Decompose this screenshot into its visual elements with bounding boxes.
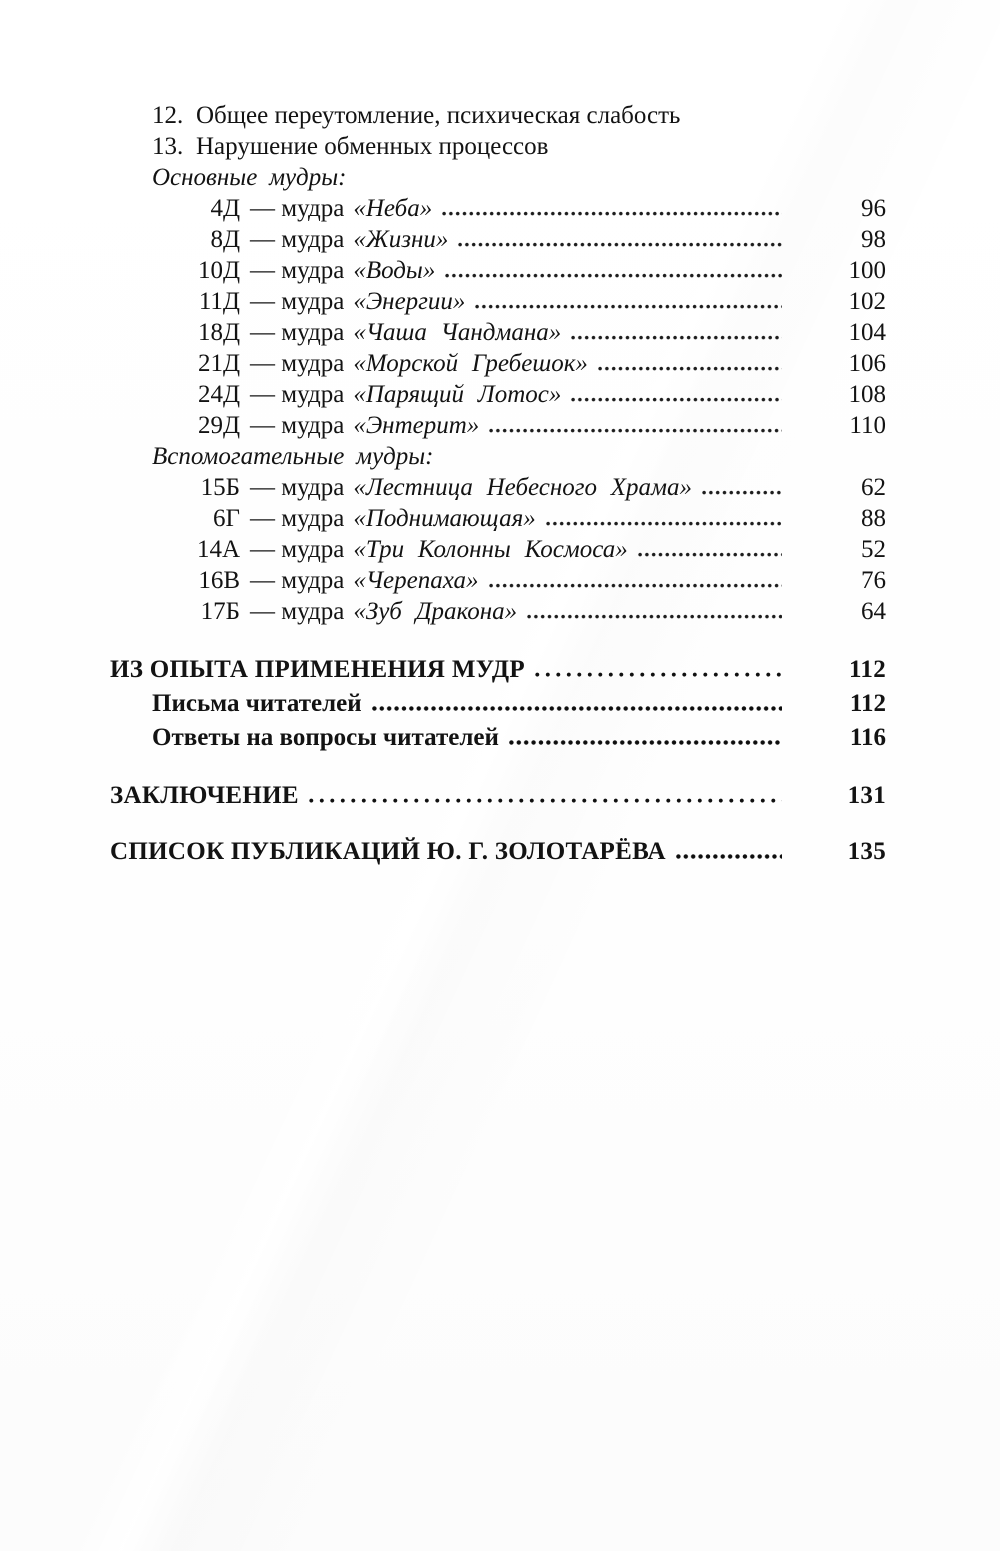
toc-entry [110, 379, 886, 410]
toc-entry-experience [110, 653, 886, 687]
entry-page-number: 88 [861, 505, 886, 532]
entry-code: 18Д [197, 319, 240, 346]
entry-title: «Неба» [353, 195, 433, 222]
entry-code: 15Б [200, 474, 240, 501]
item-number: 13. [152, 133, 184, 160]
entry-page-number: 96 [861, 195, 886, 222]
entry-title: «Морской Гребешок» [353, 350, 588, 377]
entry-prefix: — мудра [250, 319, 345, 346]
entry-page-number: 112 [849, 690, 886, 717]
entry-title: Ответы на вопросы читателей [152, 724, 499, 751]
entry-page-number: 116 [849, 724, 886, 751]
entry-code: 17Б [200, 598, 240, 625]
entry-title: «Энергии» [353, 288, 466, 315]
entry-code: 16В [198, 567, 240, 594]
entry-title: ИЗ ОПЫТА ПРИМЕНЕНИЯ МУДР [110, 656, 525, 683]
entry-prefix: — мудра [250, 195, 345, 222]
entry-prefix: — мудра [250, 412, 345, 439]
section-heading: Вспомогательные мудры: [152, 443, 434, 470]
entry-page-number: 106 [848, 350, 886, 377]
entry-title: Письма читателей [152, 690, 362, 717]
entry-page-number: 102 [848, 288, 886, 315]
section-heading: Основные мудры: [152, 164, 347, 191]
entry-prefix: — мудра [250, 505, 345, 532]
entry-title: «Лестница Небесного Храма» [353, 474, 693, 501]
entry-prefix: — мудра [250, 381, 345, 408]
entry-prefix: — мудра [250, 288, 345, 315]
toc-entry [110, 255, 886, 286]
toc-entry-publications [110, 835, 886, 869]
toc-entry [110, 348, 886, 379]
dot-leader [475, 304, 782, 309]
entry-code: 8Д [210, 226, 240, 253]
entry-page-number: 110 [849, 412, 886, 439]
dot-leader [598, 366, 782, 371]
toc-entry [110, 410, 886, 441]
entry-title: СПИСОК ПУБЛИКАЦИЙ Ю. Г. ЗОЛОТАРЁВА [110, 838, 666, 865]
entry-prefix: — мудра [250, 257, 345, 284]
entry-title: «Воды» [353, 257, 436, 284]
toc-entry [110, 534, 886, 565]
entry-page-number: 104 [848, 319, 886, 346]
entry-code: 29Д [197, 412, 240, 439]
dot-leader [535, 672, 782, 677]
entry-page-number: 108 [848, 381, 886, 408]
toc-entry [110, 503, 886, 534]
entry-code: 6Г [213, 505, 240, 532]
dot-leader [702, 490, 782, 495]
entry-page-number: 64 [861, 598, 886, 625]
dot-leader [676, 854, 782, 859]
toc-entry [110, 317, 886, 348]
dot-leader [372, 706, 782, 711]
toc-entry-readers-answers [110, 721, 886, 755]
dot-leader [638, 552, 782, 557]
toc-entry [110, 286, 886, 317]
entry-prefix: — мудра [250, 567, 345, 594]
toc-entry [110, 224, 886, 255]
entry-title: ЗАКЛЮЧЕНИЕ [110, 782, 299, 809]
entry-title: «Три Колонны Космоса» [353, 536, 628, 563]
entry-title: «Чаша Чандмана» [353, 319, 562, 346]
entry-page-number: 112 [848, 656, 886, 683]
entry-code: 14А [196, 536, 240, 563]
entry-code: 21Д [197, 350, 240, 377]
dot-leader [509, 740, 782, 745]
section-auxiliary-mudras [110, 441, 886, 627]
table-of-contents [110, 100, 886, 869]
dot-leader [309, 798, 782, 803]
entry-page-number: 135 [847, 838, 886, 865]
entry-prefix: — мудра [250, 536, 345, 563]
entry-title: «Поднимающая» [353, 505, 536, 532]
entry-prefix: — мудра [250, 226, 345, 253]
dot-leader [546, 521, 782, 526]
toc-entry-conclusion [110, 779, 886, 813]
entry-page-number: 62 [861, 474, 886, 501]
entry-title: «Жизни» [353, 226, 449, 253]
entry-page-number: 131 [847, 782, 886, 809]
entry-prefix: — мудра [250, 350, 345, 377]
dot-leader [571, 397, 782, 402]
entry-title: «Зуб Дракона» [353, 598, 518, 625]
entry-page-number: 76 [861, 567, 886, 594]
toc-entry [110, 565, 886, 596]
intro-list [110, 100, 886, 162]
entry-code: 11Д [198, 288, 240, 315]
entry-title: «Парящий Лотос» [353, 381, 562, 408]
dot-leader [527, 614, 782, 619]
dot-leader [489, 583, 783, 588]
entry-prefix: — мудра [250, 598, 345, 625]
toc-entry-readers-letters [110, 687, 886, 721]
item-text: Общее переутомление, психическая слабость [196, 102, 681, 129]
toc-entry [110, 472, 886, 503]
entry-code: 4Д [210, 195, 240, 222]
entry-page-number: 98 [861, 226, 886, 253]
list-item [110, 131, 886, 162]
toc-entry [110, 596, 886, 627]
entry-code: 10Д [197, 257, 240, 284]
toc-entry [110, 193, 886, 224]
item-text: Нарушение обменных процессов [196, 133, 549, 160]
entry-page-number: 100 [848, 257, 886, 284]
entry-page-number: 52 [861, 536, 886, 563]
item-number: 12. [152, 102, 184, 129]
section-main-mudras [110, 162, 886, 441]
dot-leader [445, 273, 782, 278]
dot-leader [442, 211, 782, 216]
list-item [110, 100, 886, 131]
dot-leader [571, 335, 782, 340]
dot-leader [458, 242, 782, 247]
dot-leader [489, 428, 782, 433]
entry-code: 24Д [197, 381, 240, 408]
entry-title: «Энтерит» [353, 412, 480, 439]
entry-title: «Черепаха» [353, 567, 479, 594]
entry-prefix: — мудра [250, 474, 345, 501]
